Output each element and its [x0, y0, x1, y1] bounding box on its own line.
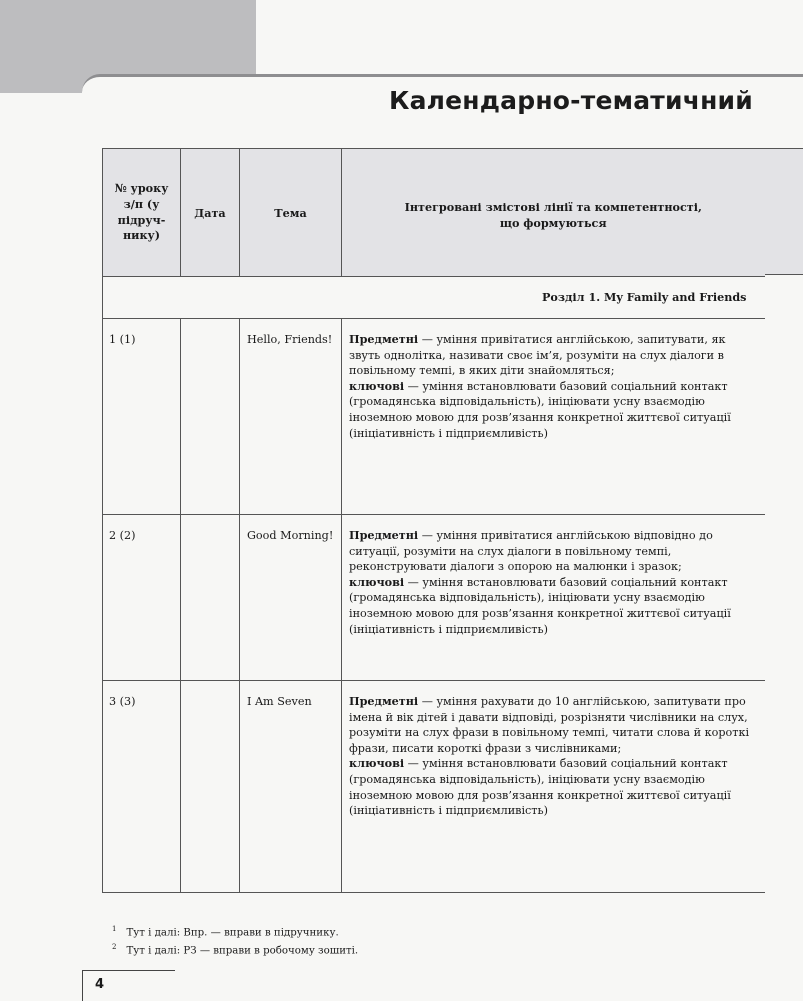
key-label: ключові: [349, 756, 405, 771]
footnote-mark: 2: [112, 943, 117, 952]
subject-label: Предметні: [349, 694, 419, 708]
header-lesson-no: № уроку з/п (у підручнику): [103, 149, 181, 277]
page-number-box: [82, 970, 175, 1001]
section-title: Розділ 1. My Family and Friends: [103, 277, 765, 319]
subject-text: — уміння привітатися англійською, запитувати, як звуть однолітка, називати своє ім’я, розуміти на слух діалоги в повільному темпі, в яких діти знайомляться;: [349, 333, 726, 378]
key-text: — уміння встановлювати базовий соціальний контакт (громадянська відповідальність), ініціювати усну взаємодію іноземною мовою для розв’язання конкретної життєвої ситуації (ініціативність і підприємливість): [349, 379, 731, 440]
table-row: [103, 319, 765, 515]
table-header-row: [103, 149, 765, 277]
header-date: Дата: [181, 149, 240, 277]
page-title: Календарно-тематичний: [388, 86, 753, 115]
table-row: [103, 681, 765, 893]
lesson-topic: I Am Seven: [240, 681, 342, 893]
header-topic: Тема: [240, 149, 342, 277]
lesson-topic: Hello, Friends!: [240, 319, 342, 515]
footnote: [112, 940, 358, 958]
lesson-competences: [342, 515, 765, 681]
lesson-date: [181, 681, 240, 893]
subject-label: Предметні: [349, 332, 419, 346]
lesson-number: 3 (3): [103, 681, 181, 893]
footnote-text: Тут і далі: РЗ — вправи в робочому зошиті.: [126, 945, 359, 957]
lesson-number: 1 (1): [103, 319, 181, 515]
lesson-competences: [342, 319, 765, 515]
subject-label: Предметні: [349, 528, 419, 542]
key-text: — уміння встановлювати базовий соціальний контакт (громадянська відповідальність), ініціювати усну взаємодію іноземною мовою для розв’язання конкретної життєвої ситуації (ініціативність і підприємливість): [349, 757, 731, 818]
lesson-topic: Good Morning!: [240, 515, 342, 681]
section-row: [103, 277, 765, 319]
footnote: [112, 922, 358, 940]
page-number: 4: [95, 977, 105, 992]
lesson-number: 2 (2): [103, 515, 181, 681]
lesson-date: [181, 319, 240, 515]
footnote-mark: 1: [112, 925, 117, 933]
key-text: — уміння встановлювати базовий соціальний контакт (громадянська відповідальність), ініціювати усну взаємодію іноземною мовою для розв’язання конкретної життєвої ситуації (ініціативність і підприємливість): [349, 575, 731, 636]
footnote-text: Тут і далі: Впр. — вправи в підручнику.: [126, 927, 339, 939]
key-label: ключові: [349, 574, 405, 589]
lesson-date: [181, 515, 240, 681]
footnotes: [112, 922, 358, 959]
table-row: [103, 515, 765, 681]
lesson-plan-table: [102, 148, 765, 893]
subject-text: — уміння привітатися англійською відповідно до ситуації, розуміти на слух діалоги в повільному темпі, реконструювати діалоги з опорою на малюнки і зразок;: [349, 529, 713, 574]
subject-text: — уміння рахувати до 10 англійською, запитувати про імена й вік дітей і давати відповіді, розрізняти числівники на слух, розуміти на слух фрази в повільному темпі, читати слова й короткі фрази, писати короткі фрази з числівниками;: [349, 695, 750, 755]
header-competences: Інтегровані змістові лінії та компетентності, що формуються: [342, 149, 765, 277]
key-label: ключові: [349, 378, 405, 393]
lesson-competences: [342, 681, 765, 893]
